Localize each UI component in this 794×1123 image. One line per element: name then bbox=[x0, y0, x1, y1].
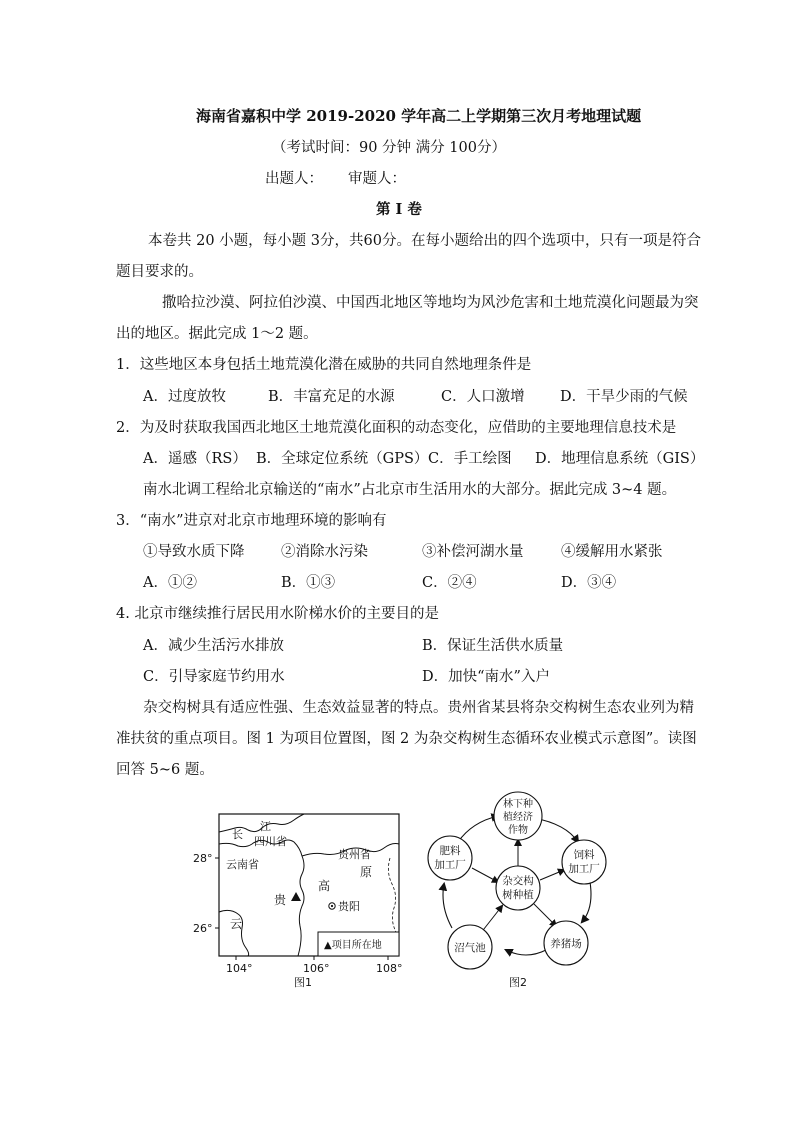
node-right-line1: 饲料 bbox=[573, 849, 595, 861]
lon-label-108: 108° bbox=[376, 962, 403, 975]
node-left-line1: 肥料 bbox=[439, 845, 461, 857]
node-bottom-right-line1: 养猪场 bbox=[550, 938, 582, 950]
intro3-line2: 准扶贫的重点项目。图 1 为项目位置图，图 2 为杂交构树生态循环农业模式示意图”。读图 bbox=[116, 731, 697, 747]
question-3-option-a: A．①② bbox=[143, 575, 197, 591]
question-3-statement-2: ②消除水污染 bbox=[281, 544, 368, 560]
label-yunnan: 云南省 bbox=[226, 858, 259, 871]
label-gao: 高 bbox=[318, 879, 331, 893]
question-4-option-b: B．保证生活供水质量 bbox=[422, 638, 564, 654]
question-2-option-d: D．地理信息系统（GIS） bbox=[535, 451, 705, 467]
question-2-option-a: A．遥感（RS） bbox=[143, 451, 247, 467]
question-3-option-c: C．②④ bbox=[422, 575, 477, 591]
question-3-statement-1: ①导致水质下降 bbox=[143, 544, 245, 560]
node-bottom-left-line1: 沼气池 bbox=[454, 942, 486, 954]
label-jiang: 江 bbox=[260, 820, 271, 833]
figure-2-caption: 图2 bbox=[509, 976, 527, 989]
intro3-line1: 杂交构树具有适应性强、生态效益显著的特点。贵州省某县将杂交构树生态农业列为精 bbox=[143, 700, 694, 716]
question-1-option-a: A．过度放牧 bbox=[143, 389, 226, 405]
label-yuan: 原 bbox=[360, 865, 373, 879]
arrow-biogas-to-left bbox=[443, 884, 452, 928]
question-3-stem: 3．“南水”进京对北京市地理环境的影响有 bbox=[116, 513, 387, 529]
question-3-option-d: D．③④ bbox=[561, 575, 617, 591]
label-sichuan: 四川省 bbox=[254, 835, 287, 848]
figure-2-cycle-diagram bbox=[418, 790, 618, 992]
question-1-option-c: C．人口激增 bbox=[441, 389, 525, 405]
label-yun: 云 bbox=[230, 917, 243, 931]
intro1-line1: 撒哈拉沙漠、阿拉伯沙漠、中国西北地区等地均为风沙危害和土地荒漠化问题最为突 bbox=[162, 295, 699, 311]
lat-label-26: 26° bbox=[193, 922, 213, 935]
city-marker-dot-icon bbox=[331, 905, 333, 907]
question-1-stem: 1．这些地区本身包括土地荒漠化潜在威胁的共同自然地理条件是 bbox=[116, 357, 532, 373]
guizhou-border-east bbox=[388, 858, 399, 942]
intro3-line3: 回答 5~6 题。 bbox=[116, 762, 214, 778]
node-hybrid-mulberry bbox=[496, 866, 540, 910]
question-4-stem: 4. 北京市继续推行居民用水阶梯水价的主要目的是 bbox=[116, 606, 439, 622]
arrow-left-to-center bbox=[472, 868, 498, 882]
instructions-line1: 本卷共 20 小题，每小题 3分，共60分。在每小题给出的四个选项中，只有一项是符合 bbox=[148, 233, 701, 249]
node-top-line2: 植经济 bbox=[503, 812, 533, 823]
arrow-center-to-right bbox=[540, 870, 564, 880]
question-4-option-a: A．减少生活污水排放 bbox=[143, 638, 284, 654]
label-guizhou: 贵州省 bbox=[338, 848, 371, 861]
lat-label-28: 28° bbox=[193, 852, 213, 865]
label-gui: 贵 bbox=[274, 893, 287, 907]
question-4-option-d: D．加快“南水”入户 bbox=[422, 669, 550, 685]
node-fertilizer-factory bbox=[428, 836, 472, 880]
question-1-option-b: B．丰富充足的水源 bbox=[268, 389, 395, 405]
arrow-right-to-pig bbox=[582, 882, 591, 922]
figure-1-caption: 图1 bbox=[294, 976, 312, 989]
node-top-line1: 林下种 bbox=[503, 799, 533, 810]
instructions-line2: 题目要求的。 bbox=[116, 264, 203, 280]
figure-1-map bbox=[190, 808, 410, 990]
arrow-pig-to-biogas bbox=[506, 950, 546, 955]
question-2-option-b: B．全球定位系统（GPS） bbox=[256, 451, 429, 467]
page-title: 海南省嘉积中学 2019-2020 学年高二上学期第三次月考地理试题 bbox=[196, 107, 642, 125]
node-center-line1: 杂交构 bbox=[502, 875, 534, 887]
volume-title: 第 Ⅰ 卷 bbox=[376, 201, 422, 218]
question-3-statement-3: ③补偿河湖水量 bbox=[422, 544, 524, 560]
label-guiyang: 贵阳 bbox=[338, 900, 360, 913]
label-chang: 长 bbox=[232, 828, 243, 841]
node-feed-factory bbox=[562, 840, 606, 884]
node-top-line3: 作物 bbox=[508, 825, 528, 836]
arrow-left-to-top bbox=[458, 816, 498, 842]
node-left-line2: 加工厂 bbox=[434, 859, 466, 871]
question-4-option-c: C．引导家庭节约用水 bbox=[143, 669, 285, 685]
lon-label-104: 104° bbox=[226, 962, 253, 975]
node-center-line2: 树种植 bbox=[502, 889, 534, 901]
arrow-center-to-pig bbox=[534, 904, 556, 926]
question-1-option-d: D．干旱少雨的气候 bbox=[560, 389, 688, 405]
legend-text: ▲项目所在地 bbox=[324, 940, 382, 951]
reviewer-label: 审题人： bbox=[348, 171, 406, 187]
question-3-statement-4: ④缓解用水紧张 bbox=[561, 544, 663, 560]
question-2-option-c: C．手工绘图 bbox=[428, 451, 512, 467]
question-2-stem: 2．为及时获取我国西北地区土地荒漠化面积的动态变化，应借助的主要地理信息技术是 bbox=[116, 420, 677, 436]
project-site-icon bbox=[291, 892, 301, 901]
exam-info: （考试时间：90 分钟 满分 100分） bbox=[272, 140, 506, 156]
node-right-line2: 加工厂 bbox=[568, 863, 600, 875]
intro2: 南水北调工程给北京输送的“南水”占北京市生活用水的大部分。据此完成 3~4 题。 bbox=[143, 482, 677, 498]
setter-label: 出题人： bbox=[265, 171, 323, 187]
question-3-option-b: B．①③ bbox=[281, 575, 336, 591]
lon-label-106: 106° bbox=[303, 962, 330, 975]
intro1-line2: 出的地区。据此完成 1～2 题。 bbox=[116, 326, 318, 342]
